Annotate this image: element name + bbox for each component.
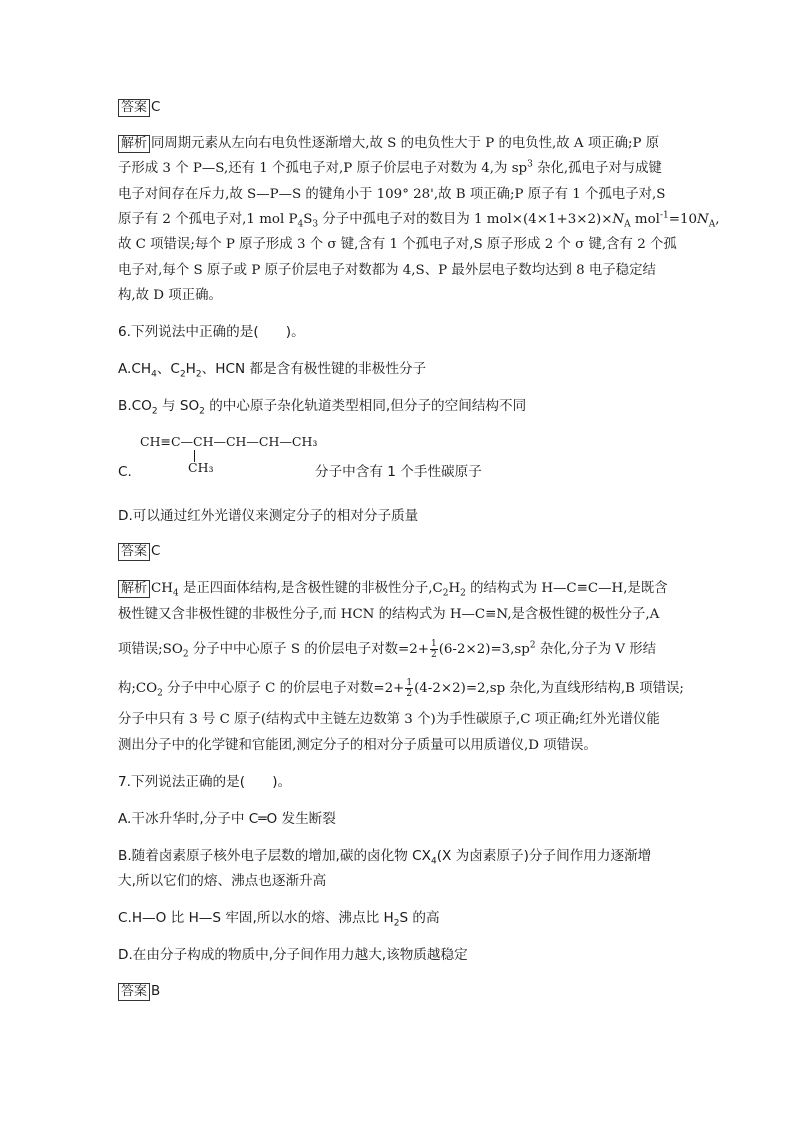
q6-option-a	[118, 360, 426, 378]
subscript: 4	[297, 219, 304, 230]
subscript: 3	[312, 219, 319, 230]
text: D.在由分子构成的物质中,分子间作用力越大,该物质越稳定	[118, 947, 468, 963]
superscript: -1	[659, 210, 669, 221]
text: 极性键又含非极性键的非极性分子,而 HCN 的结构式为 H—C≡N,是含极性键的极性分子,A	[118, 607, 660, 622]
explanation-label: 解析	[118, 135, 150, 153]
text: 6.下列说法中正确的是( )。	[118, 324, 305, 340]
text: (6-2×2)=3,sp	[438, 642, 530, 657]
formula-main-chain: CH≡C—CH—CH—CH—CH₃	[140, 434, 318, 449]
subscript: 4	[172, 588, 179, 599]
answer-label: 答案	[118, 543, 150, 561]
text: (4-2×2)=2,sp 杂化,为直线形结构,B 项错误;	[414, 681, 684, 696]
text: D.可以通过红外光谱仪来测定分子的相对分子质量	[118, 508, 419, 524]
answer-label: 答案	[118, 983, 150, 1001]
text: 杂化,孤电子对与成键	[532, 161, 662, 176]
text: 是正四面体结构,是含极性键的非极性分子,C	[178, 581, 443, 596]
text: 原子有 2 个孤电子对,1 mol P	[118, 212, 298, 227]
text: 分子中中心原子 C 的价层电子对数=2+	[162, 681, 405, 696]
avogadro-symbol: N	[697, 212, 709, 227]
q6-option-b	[118, 397, 526, 415]
text: H	[185, 361, 196, 377]
q7-option-c	[118, 909, 440, 927]
denominator: 2	[406, 689, 413, 699]
superscript: 3	[527, 159, 533, 170]
text: ,	[715, 212, 720, 227]
text: mol	[630, 212, 660, 227]
text: 的中心原子杂化轨道类型相同,但分子的空间结构不同	[204, 398, 527, 414]
text: 构;CO	[118, 681, 158, 696]
text: B.随着卤素原子核外电子层数的增加,碳的卤化物 CX	[118, 848, 431, 864]
text: 测出分子中的化学键和官能团,测定分子的相对分子质量可以用质谱仪,D 项错误。	[118, 738, 597, 753]
text: 子形成 3 个 P—S,还有 1 个孤电子对,P 原子价层电子对数为 4,为 sp	[118, 161, 528, 176]
q5-expl-line-7	[118, 287, 222, 305]
fraction-half	[405, 678, 413, 699]
text: A.CH	[118, 361, 152, 377]
text: 、C	[156, 361, 180, 377]
subscript: 2	[182, 649, 189, 660]
q7-option-a	[118, 810, 336, 828]
q5-expl-line-1	[118, 135, 659, 153]
superscript: 2	[529, 640, 536, 651]
subscript: 2	[393, 918, 400, 929]
q6-option-c-label	[118, 463, 132, 481]
subscript: 2	[157, 688, 163, 699]
q7-option-b-line-1	[118, 847, 651, 865]
q5-answer-line	[118, 99, 160, 117]
formula-branch: CH₃	[188, 460, 214, 475]
q5-expl-line-5	[118, 236, 677, 254]
subscript: 2	[199, 406, 205, 417]
text: C.H—O 比 H—S 牢固,所以水的熔、沸点比 H	[118, 910, 394, 926]
subscript: A	[624, 219, 631, 230]
q6-expl-line-1	[118, 580, 668, 598]
q7-answer-line	[118, 983, 160, 1001]
q7-option-b-line-2	[118, 872, 326, 890]
text: 分子中含有 1 个手性碳原子	[315, 464, 482, 480]
subscript: 4	[151, 369, 157, 380]
text: CH	[151, 581, 173, 596]
text: 故 C 项错误;每个 P 原子形成 3 个 σ 键,含有 1 个孤电子对,S 原子形成 2 个 σ 键,含有 2 个孤	[118, 237, 677, 252]
q5-answer: C	[151, 100, 161, 115]
text: =10	[668, 212, 697, 227]
text: C.	[118, 464, 132, 480]
subscript: 2	[179, 369, 186, 380]
avogadro-symbol: N	[612, 212, 625, 227]
explanation-label: 解析	[118, 580, 150, 598]
text: A.干冰升华时,分子中 C═O 发生断裂	[118, 811, 336, 827]
text: 分子中孤电子对的数目为 1 mol×(4×1+3×2)×	[318, 212, 613, 227]
q6-expl-line-4	[118, 678, 684, 699]
q6-expl-line-6	[118, 737, 597, 755]
subscript: 2	[151, 406, 158, 417]
q6-expl-line-2	[118, 606, 659, 624]
text: S	[303, 212, 313, 227]
text: 的结构式为 H—C≡C—H,是既含	[465, 581, 668, 596]
denominator: 2	[430, 650, 437, 660]
q5-expl-line-6	[118, 262, 656, 280]
answer-label: 答案	[118, 99, 150, 117]
text: (X 为卤素原子)分子间作用力逐渐增	[436, 848, 652, 864]
text: 7.下列说法正确的是( )。	[118, 774, 292, 790]
text: 同周期元素从左向右电负性逐渐增大,故 S 的电负性大于 P 的电负性,故 A 项正确;P 原	[151, 136, 660, 151]
subscript: 2	[442, 588, 449, 599]
text: S 的高	[399, 910, 440, 926]
subscript: A	[708, 219, 716, 230]
q6-answer-line	[118, 543, 160, 561]
text: 电子对,每个 S 原子或 P 原子价层电子对数都为 4,S、P 最外层电子数均达到 8 电子稳定结	[118, 263, 656, 278]
q5-expl-line-3	[118, 186, 665, 204]
q6-stem	[118, 323, 305, 341]
q6-expl-line-3	[118, 639, 656, 660]
q7-answer: B	[151, 984, 161, 999]
text: 与 SO	[157, 398, 200, 414]
subscript: 4	[430, 856, 437, 867]
q5-expl-line-4	[118, 211, 719, 229]
q7-stem	[118, 773, 291, 791]
text: 电子对间存在斥力,故 S—P—S 的键角小于 109° 28',故 B 项正确;P 原子有 1 个孤电子对,S	[118, 187, 666, 202]
text: 项错误;SO	[118, 642, 183, 657]
text: H	[448, 581, 461, 596]
text: 分子中中心原子 S 的价层电子对数=2+	[188, 642, 429, 657]
q6-answer: C	[151, 544, 161, 559]
text: 杂化,分子为 V 形结	[535, 642, 657, 657]
q6-expl-line-5	[118, 711, 660, 729]
text: 分子中只有 3 号 C 原子(结构式中主链左边数第 3 个)为手性碳原子,C 项正确;红外光谱仪能	[118, 712, 660, 727]
q7-option-d	[118, 946, 468, 964]
subscript: 2	[195, 369, 202, 380]
subscript: 2	[460, 588, 466, 599]
text: 、HCN 都是含有极性键的非极性分子	[201, 361, 427, 377]
text: 构,故 D 项正确。	[118, 288, 222, 303]
text: 大,所以它们的熔、沸点也逐渐升高	[118, 873, 327, 889]
text: B.CO	[118, 398, 152, 414]
numerator: 1	[406, 678, 413, 688]
q6-option-d	[118, 507, 418, 525]
q6-option-c-text	[315, 463, 482, 481]
numerator: 1	[430, 639, 437, 649]
q5-expl-line-2	[118, 160, 662, 178]
fraction-half	[430, 639, 438, 660]
